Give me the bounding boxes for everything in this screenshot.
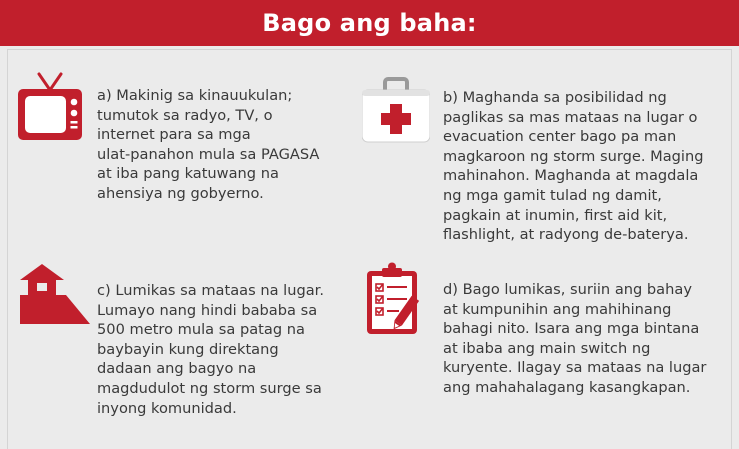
tip-b-text: b) Maghanda sa posibilidad ng paglikas sa mas mataas na lugar o evacuation center bago pa man magkaroon ng storm surge. Maging mahinahon. Maghanda at magdala ng mga gamit tulad ng damit, pagkain at inumin, first aid kit, flashlight, at radyong de-baterya. bbox=[443, 89, 704, 244]
tip-a-text: a) Makinig sa kinauukulan; tumutok sa radyo, TV, o internet para sa mga ulat-panahon mula sa PAGASA at iba pang katuwang na ahensiya ng gobyerno. bbox=[97, 87, 320, 202]
header-bar bbox=[0, 0, 739, 46]
house-on-hill-icon bbox=[20, 264, 90, 326]
first-aid-kit-icon bbox=[362, 75, 430, 147]
checklist-clipboard-icon bbox=[367, 262, 427, 338]
tip-d-text: d) Bago lumikas, suriin ang bahay at kumpunihin ang mahihinang bahagi nito. Isara ang mga bintana at ibaba ang main switch ng kuryente. Ilagay sa mataas na lugar ang mahahalagang kasangkapan. bbox=[443, 281, 707, 396]
tip-c-text: c) Lumikas sa mataas na lugar. Lumayo nang hindi bababa sa 500 metro mula sa patag na baybayin kung direktang dadaan ang bagyo na magdudulot ng storm surge sa inyong komunidad. bbox=[97, 282, 324, 417]
page-title: Bago ang baha: bbox=[262, 9, 477, 37]
tv-icon bbox=[17, 72, 83, 144]
